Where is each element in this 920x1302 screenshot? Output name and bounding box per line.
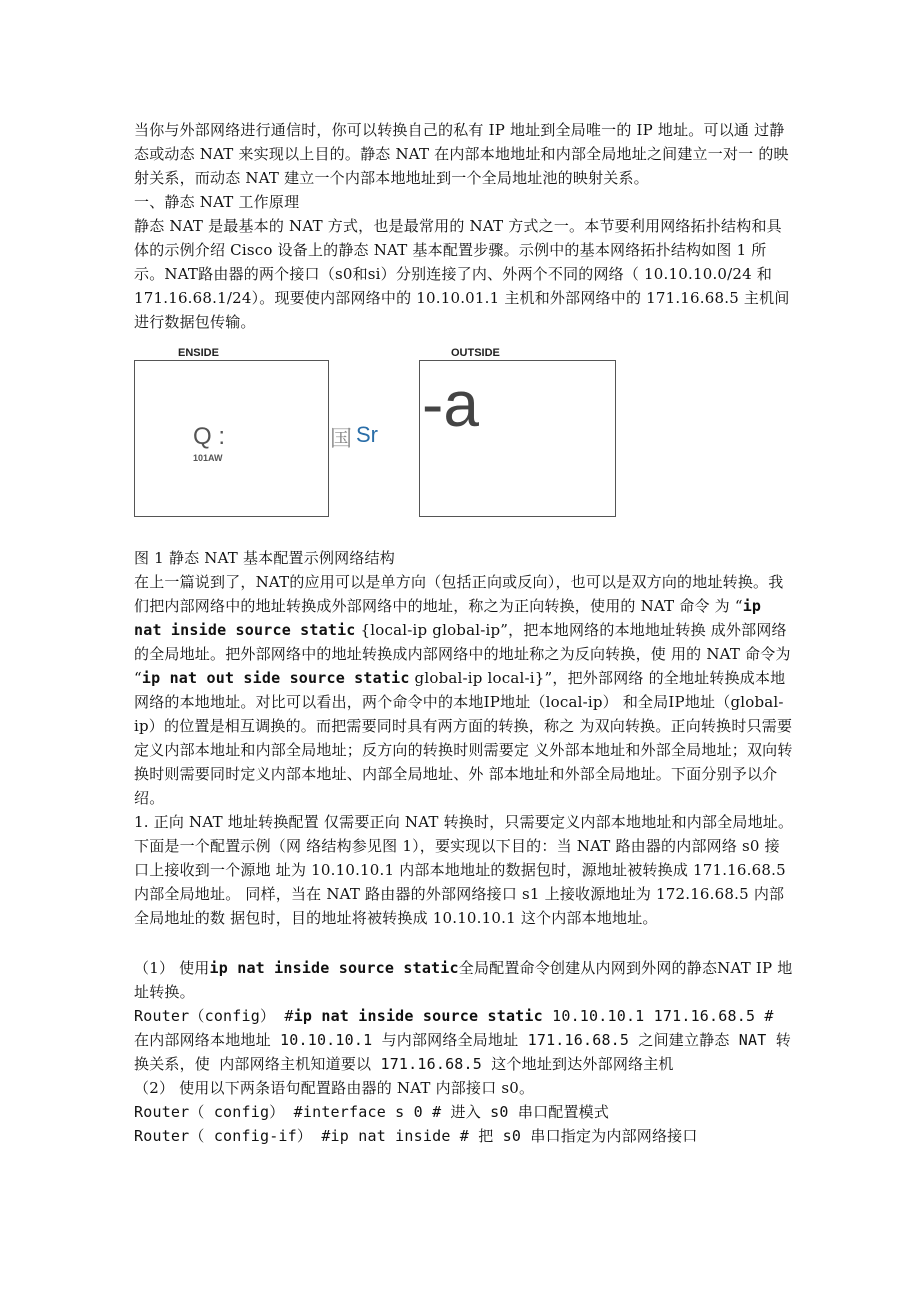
body-paragraph-1 <box>134 570 794 810</box>
p1-command-2: ip nat out side source static <box>141 669 410 687</box>
cfg1-text-b: 10.10.10.1 171.16.68.5 # 在内部网络本地地址 10.10.10.1 与内部网络全局地址 171.16.68.5 之间建立静态 NAT 转换关系，使 内部网络主机知道要以 171.16.68.5 这个地址到达外部网络主机 <box>134 1007 791 1073</box>
router-icon: 国 <box>330 426 353 451</box>
cfg1-command: ip nat inside source static <box>293 1007 543 1025</box>
p1-text-c: global-ip local-i}”，把外部网络 的全地址转换成本地网络的本地地址。对比可以看出，两个命令中的本地IP地址（local-ip） 和全局IP地址（global-ip）的位置是相互调换的。而把需要同时具有两方面的转换，称之 为双向转换。正向转换时只需要定义内部本地址和内部全局地址；反方向的转换时则需要定 义外部本地址和外部全局地址；双向转换时则需要同时定义内部本地址、内部全局地址、外 部本地址和外部全局地址。下面分别予以介绍。 <box>134 669 793 807</box>
figure-caption: 图 1 静态 NAT 基本配置示例网络结构 <box>134 549 395 567</box>
step-2: （2） 使用以下两条语句配置路由器的 NAT 内部接口 s0。 <box>134 1079 535 1097</box>
outside-network-box <box>419 360 616 517</box>
cfg1-text-a: Router（config） # <box>134 1007 294 1025</box>
config-line-3: Router（ config-if） #ip nat inside # 把 s0 串口指定为内部网络接口 <box>134 1127 698 1145</box>
inside-host-glyph: Q : <box>193 423 226 450</box>
p1-text-a: 在上一篇说到了，NAT的应用可以是单方向（包括正向或反向），也可以是双方向的地址转换。我们把内部网络中的地址转换成外部网络中的地址，称之为正向转换，使用的 NAT 命令 为 “ <box>134 573 784 615</box>
body-paragraph-2: 1. 正向 NAT 地址转换配置 仅需要正向 NAT 转换时，只需要定义内部本地地址和内部全局地址。下面是一个配置示例（网 络结构参见图 1），要实现以下目的：当 NAT 路由器的内部网络 s0 接口上接收到一个源地 址为 10.10.10.1 内部本地地址的数据包时，源地址被转换成 171.16.68.5 内部全局地址。 同样，当在 NAT 路由器的外部网络接口 s1 上接收源地址为 172.16.68.5 内部全局地址的数 据包时，目的地址将被转换成 10.10.10.1 这个内部本地地址。 <box>134 813 794 927</box>
config-line-1 <box>134 1004 794 1076</box>
p1-command-1: ip nat inside source static <box>134 597 762 639</box>
intro-paragraph: 当你与外部网络进行通信时，你可以转换自己的私有 IP 地址到全局唯一的 IP 地址。可以通 过静态或动态 NAT 来实现以上目的。静态 NAT 在内部本地地址和内部全局地址之间建立一对一 的映射关系，而动态 NAT 建立一个内部本地地址到一个全局地址池的映射关系。 <box>134 121 789 187</box>
inside-network-box <box>134 360 329 517</box>
step1-text-b: 全局配置命令创建从内网到外网的静态NAT IP 地址转换。 <box>134 959 793 1001</box>
step1-text-a: （1） 使用 <box>134 959 210 977</box>
static-nat-paragraph: 静态 NAT 是最基本的 NAT 方式，也是最常用的 NAT 方式之一。本节要利用网络拓扑结构和具 体的示例介绍 Cisco 设备上的静态 NAT 基本配置步骤。示例中的基本网络拓扑结构如图 1 所示。NAT路由器的两个接口（s0和si）分别连接了内、外两个不同的网络（ 10.10.10.0/24 和 171.16.68.1/24）。现要使内部网络中的 10.10.01.1 主机和外部网络中的 171.16.68.5 主机间进行数据包传输。 <box>134 217 790 331</box>
outside-host-glyph: -a <box>422 368 479 440</box>
inside-network-label: ENSIDE <box>178 347 219 359</box>
inside-host-sub: 101AW <box>193 453 223 463</box>
outside-network-label: OUTSIDE <box>451 347 500 359</box>
step1-command: ip nat inside source static <box>209 959 459 977</box>
p1-text-b: {local-ip global-ip”，把本地网络的本地地址转换 成外部网络的全局地址。把外部网络中的地址转换成内部网络中的地址称之为反向转换，使 用的 NAT 命令为 “ <box>134 621 791 687</box>
router-label: Sr <box>356 422 378 447</box>
config-line-2: Router（ config） #interface s 0 # 进入 s0 串口配置模式 <box>134 1103 610 1121</box>
section-heading: 一、静态 NAT 工作原理 <box>134 193 300 211</box>
step-1 <box>134 956 794 1004</box>
